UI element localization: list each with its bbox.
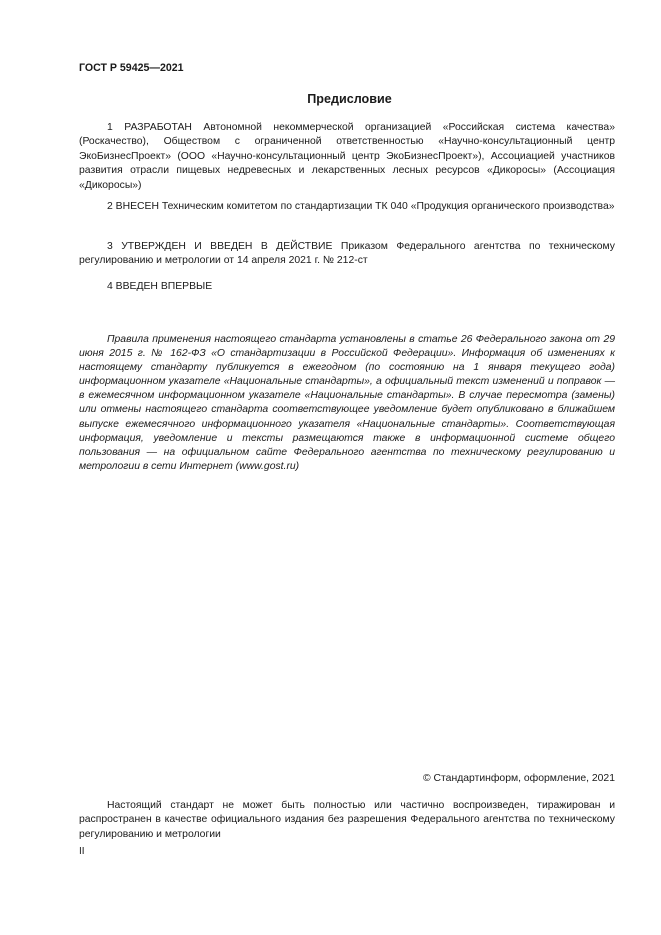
foreword-item-developed: 1 РАЗРАБОТАН Автономной некоммерческой организацией «Российская система качества» (Роскачество), Обществом с ограниченной ответственностью «Научно-консультационный центр ЭкоБизнесПроект» (ООО «Научно-консультационный центр ЭкоБизнесПроект»), Ассоциацией участников развития отрасли пищевых недревесных и лекарственных лесных ресурсов «Дикоросы» (Ассоциация «Дикоросы») <box>79 122 615 191</box>
foreword-item-introduced: 2 ВНЕСЕН Техническим комитетом по стандартизации ТК 040 «Продукция органического производства» <box>107 201 615 212</box>
standard-id: ГОСТ Р 59425—2021 <box>79 62 184 74</box>
page-title: Предисловие <box>307 92 392 106</box>
foreword-item-approved: 3 УТВЕРЖДЕН И ВВЕДЕН В ДЕЙСТВИЕ Приказом Федерального агентства по техническому регулированию и метрологии от 14 апреля 2021 г. № 212-ст <box>79 241 615 267</box>
foreword-item-first-introduced: 4 ВВЕДЕН ВПЕРВЫЕ <box>107 281 213 292</box>
application-rules-notice: Правила применения настоящего стандарта установлены в статье 26 Федерального закона от 29 июня 2015 г. № 162-ФЗ «О стандартизации в Российской Федерации». Информация об изменениях к настоящему стандарту публикуется в ежегодном (по состоянию на 1 января текущего года) информационном указателе «Национальные стандарты», а официальный текст изменений и поправок — в ежемесячном информационном указателе «Национальные стандарты». В случае пересмотра (замены) или отмены настоящего стандарта соответствующее уведомление будет опубликовано в ближайшем выпуске ежемесячного информационного указателя «Национальные стандарты». Соответствующая информация, уведомление и тексты размещаются также в информационной системе общего пользования — на официальном сайте Федерального агентства по техническому регулированию и метрологии в сети Интернет (www.gost.ru) <box>79 334 615 472</box>
page-number: II <box>79 846 85 857</box>
copyright-line: © Стандартинформ, оформление, 2021 <box>422 773 615 784</box>
reproduction-restriction-note: Настоящий стандарт не может быть полностью или частично воспроизведен, тиражирован и распространен в качестве официального издания без разрешения Федерального агентства по техническому регулированию и метрологии <box>79 800 615 840</box>
